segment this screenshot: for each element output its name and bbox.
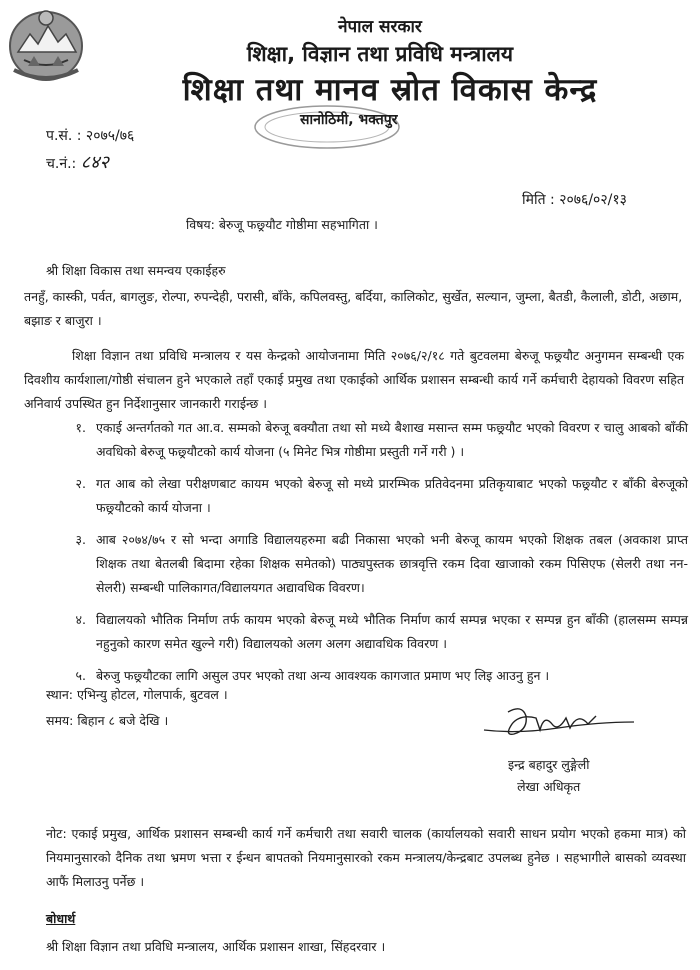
cha-na-label: च.नं.: [46, 156, 77, 172]
header-government: नेपाल सरकार [338, 17, 422, 37]
list-item-text: एकाई अन्तर्गतको गत आ.व. सम्मको बेरुजू बक्यौता तथा सो मध्ये बैशाख मसान्त सम्म फछ्र्यौट भएको विवरण र चालु आबको बाँकी अवधिको बेरुजू फछ्र्यौटको कार्य योजना (५ मिनेट भित्र गोष्ठीमा प्रस्तुती गर्ने गरी ) । [96, 420, 688, 459]
reference-number [46, 126, 134, 145]
list-item [48, 472, 688, 520]
list-item [48, 608, 688, 656]
subject-line: विषय: बेरुजू फछ्र्यौट गोष्ठीमा सहभागिता । [186, 217, 378, 232]
district-list: तनहुँ, कास्की, पर्वत, बागलुङ, रोल्पा, रुपन्देही, परासी, बाँके, कपिलवस्तु, बर्दिया, कालिकोट, सुर्खेत, सल्यान, जुम्ला, बैतडी, कैलाली, डोटी, अछाम, बझाङ र बाजुरा । [24, 289, 683, 328]
list-item-number: ४. [75, 612, 86, 627]
cha-na-value: ८४२ [80, 152, 109, 173]
list-item-number: २. [75, 476, 86, 491]
dispatch-number [46, 150, 109, 174]
list-item-number: ३. [75, 532, 86, 547]
letter-date: मिति : २०७६/०२/१३ [522, 192, 627, 208]
signer-name: इन्द्र बहादुर लुङ्गेली [508, 757, 590, 772]
list-item-text: गत आब को लेखा परीक्षणबाट कायम भएको बेरुजू सो मध्ये प्रारम्भिक प्रतिवेदनमा प्रतिकृयाबाट भएको फछ्र्यौट र बाँकी बेरुजूको फछ्र्यौटको कार्य योजना । [96, 476, 688, 515]
cc-heading: बोधार्थ [46, 911, 76, 926]
list-item-number: ५. [75, 668, 86, 683]
list-item-text: बेरुजु फछ्र्यौटका लागि असुल उपर भएको तथा अन्य आवश्यक कागजात प्रमाण भए लिइ आउनु हुन । [96, 668, 550, 683]
addressee: श्री शिक्षा विकास तथा समन्वय एकाईहरु [46, 263, 226, 278]
requirements-list [48, 416, 688, 696]
list-item [48, 416, 688, 464]
signer-title: लेखा अधिकृत [517, 779, 581, 794]
signer-block [508, 754, 589, 798]
header-office: शिक्षा तथा मानव स्रोत विकास केन्द्र [182, 72, 598, 108]
venue-time: समय: बिहान ८ बजे देखि । [46, 713, 169, 728]
list-item-text: विद्यालयको भौतिक निर्माण तर्फ कायम भएको बेरुजू मध्ये भौतिक निर्माण कार्य सम्पन्न भएका र सम्पन्न हुन बाँकी (हालसम्म सम्पन्न नहुनुको कारण समेत खुल्ने गरी) विद्यालयको अलग अलग अद्यावधिक विवरण । [96, 612, 688, 651]
pa-sa-text: प.सं. : २०७५/७६ [46, 128, 135, 144]
list-item-number: १. [75, 420, 86, 435]
cc-recipient: श्री शिक्षा विज्ञान तथा प्रविधि मन्त्रालय, आर्थिक प्रशासन शाखा, सिंहदरवार । [46, 939, 386, 954]
signature [478, 700, 638, 742]
header-address: सानोठिमी, भक्तपुर [300, 112, 398, 128]
header-ministry: शिक्षा, विज्ञान तथा प्रविधि मन्त्रालय [246, 42, 514, 66]
note-paragraph: नोट: एकाई प्रमुख, आर्थिक प्रशासन सम्बन्धी कार्य गर्ने कर्मचारी तथा सवारी चालक (कार्यालयको सवारी साधन प्रयोग भएको हकमा मात्र) को नियमानुसारको दैनिक तथा भ्रमण भत्ता र ईन्धन बापतको नियमानुसारको रकम मन्त्रालय/केन्द्रबाट उपलब्ध हुनेछ । सहभागीले बासको व्यवस्था आफैं मिलाउनु पर्नेछ । [46, 826, 686, 889]
venue-block [46, 682, 228, 734]
list-item [48, 528, 688, 600]
venue-place: स्थान: एभिन्यु होटल, गोलपार्क, बुटवल । [46, 687, 228, 702]
list-item-text: आब २०७४/७५ र सो भन्दा अगाडि विद्यालयहरुमा बढी निकासा भएको भनी बेरुजू कायम भएको शिक्षक तबल (अवकाश प्राप्त शिक्षक तथा बेतलबी बिदामा रहेका शिक्षक समेतको) पाठ्यपुस्तक छात्रवृत्ति रकम दिवा खाजाको रकम पिसिएफ (सेलरी तथा नन-सेलरी) सम्बन्धी पालिकागत/विद्यालयगत अद्यावधिक विवरण। [96, 532, 688, 595]
intro-paragraph: शिक्षा विज्ञान तथा प्रविधि मन्त्रालय र यस केन्द्रको आयोजनामा मिति २०७६/२/१८ गते बुटवलमा बेरुजू फछ्र्यौट अनुगमन सम्बन्धी एक दिवशीय कार्यशाला/गोष्ठी संचालन हुने भएकाले तहाँ एकाई प्रमुख तथा एकाईको आर्थिक प्रशासन सम्बन्धी कार्य गर्ने कर्मचारी देहायको विवरण सहित अनिवार्य उपस्थित हुन निर्देशानुसार जानकारी गराईन्छ । [24, 348, 684, 411]
